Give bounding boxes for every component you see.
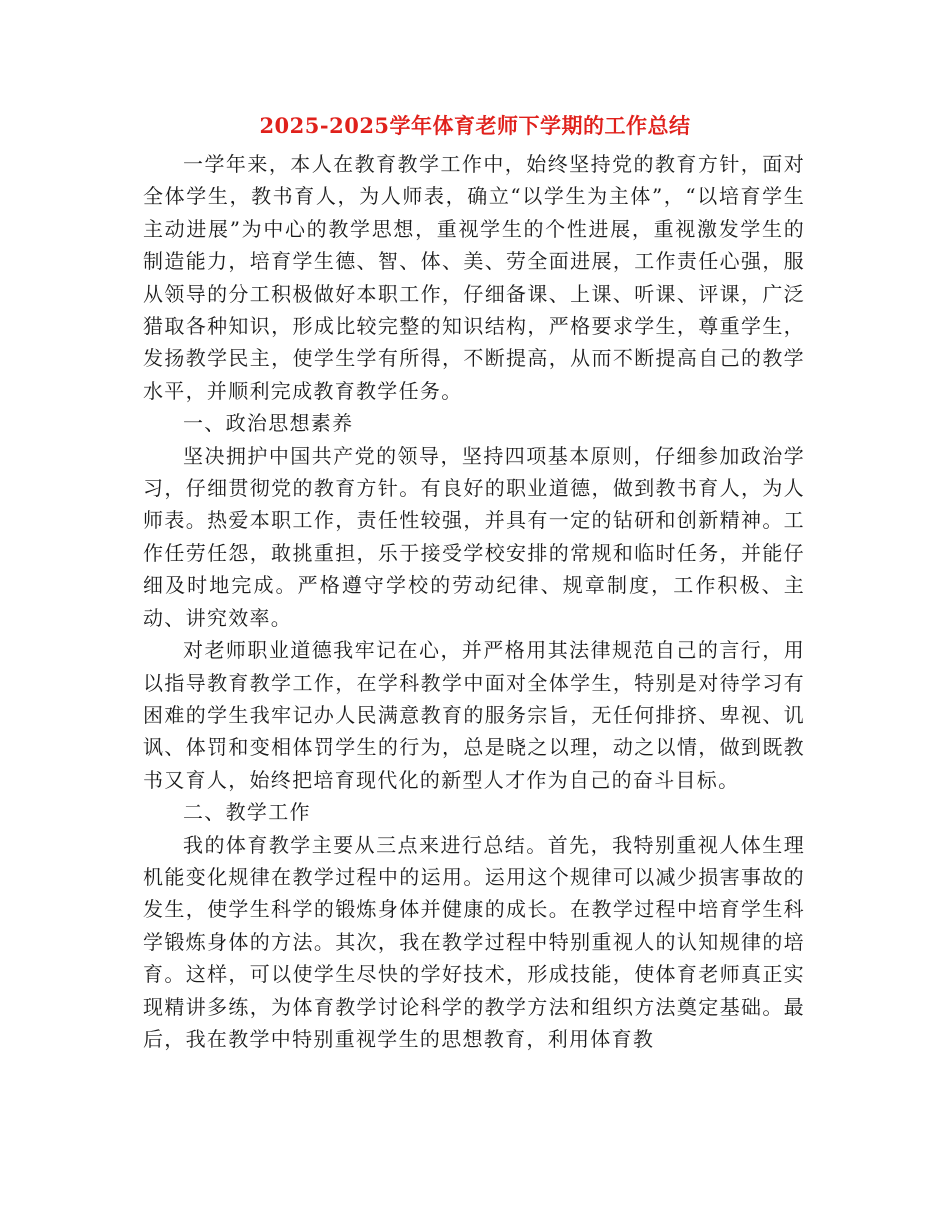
- section-heading-teaching: 二、教学工作: [183, 800, 311, 825]
- document-body: [143, 148, 805, 1055]
- section-heading-political: 一、政治思想素养: [183, 411, 354, 436]
- document-title: 2025-2025学年体育老师下学期的工作总结: [259, 113, 691, 138]
- teaching-paragraph: 我的体育教学主要从三点来进行总结。首先，我特别重视人体生理机能变化规律在教学过程中的运用。运用这个规律可以减少损害事故的发生，使学生科学的锻炼身体并健康的成长。在教学过程中培育学生科学锻炼身体的方法。其次，我在教学过程中特别重视人的认知规律的培育。这样，可以使学生尽快的学好技术，形成技能，使体育老师真正实现精讲多练，为体育教学讨论科学的教学方法和组织方法奠定基础。最后，我在教学中特别重视学生的思想教育，利用体育教: [143, 832, 805, 1051]
- political-paragraph: 坚决拥护中国共产党的领导，坚持四项基本原则，仔细参加政治学习，仔细贯彻党的教育方针。有良好的职业道德，做到教书育人，为人师表。热爱本职工作，责任性较强，并具有一定的钻研和创新精神。工作任劳任怨，敢挑重担，乐于接受学校安排的常规和临时任务，并能仔细及时地完成。严格遵守学校的劳动纪律、规章制度，工作积极、主动、讲究效率。: [143, 443, 805, 630]
- ethics-paragraph: 对老师职业道德我牢记在心，并严格用其法律规范自己的言行，用以指导教育教学工作，在学科教学中面对全体学生，特别是对待学习有困难的学生我牢记办人民满意教育的服务宗旨，无任何排挤、卑视、讥讽、体罚和变相体罚学生的行为，总是晓之以理，动之以情，做到既教书又育人，始终把培育现代化的新型人才作为自己的奋斗目标。: [143, 638, 805, 792]
- intro-paragraph: 一学年来，本人在教育教学工作中，始终坚持党的教育方针，面对全体学生，教书育人，为人师表，确立“以学生为主体”，“以培育学生主动进展”为中心的教学思想，重视学生的个性进展，重视激发学生的制造能力，培育学生德、智、体、美、劳全面进展，工作责任心强，服从领导的分工积极做好本职工作，仔细备课、上课、听课、评课，广泛猎取各种知识，形成比较完整的知识结构，严格要求学生，尊重学生，发扬教学民主，使学生学有所得，不断提高，从而不断提高自己的教学水平，并顺利完成教育教学任务。: [143, 152, 805, 403]
